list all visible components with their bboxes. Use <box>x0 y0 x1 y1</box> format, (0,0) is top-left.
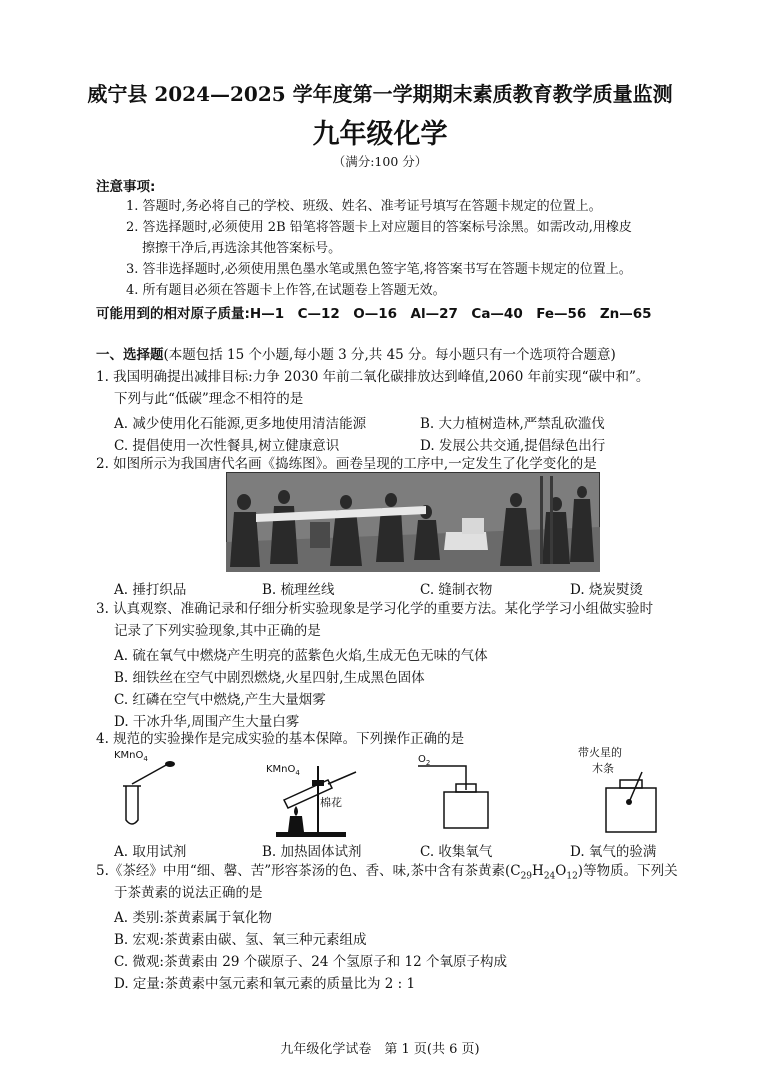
notice-item-2: 2. 答选择题时,必须使用 2B 铅笔将答题卡上对应题目的答案标号涂黑。如需改动,用橡皮 <box>126 220 632 235</box>
fig-b-kmno4: KMnO <box>266 764 296 775</box>
notice-item-2-cont: 擦擦干净后,再选涂其他答案标号。 <box>142 241 342 256</box>
q2-stem: 2. 如图所示为我国唐代名画《捣练图》。画卷呈现的工序中,一定发生了化学变化的是 <box>96 456 597 472</box>
page-footer: 九年级化学试卷 第 1 页(共 6 页) <box>280 1042 480 1057</box>
notice-heading: 注意事项: <box>96 179 156 195</box>
fig-a-kmno4: KMnO <box>114 750 144 761</box>
q4-option-c: C. 收集氧气 <box>420 844 493 860</box>
q5-stem <box>96 862 678 886</box>
notice-item-1: 1. 答题时,务必将自己的学校、班级、姓名、准考证号填写在答题卡规定的位置上。 <box>126 199 602 214</box>
fig-b-cotton-label: 棉花 <box>320 796 342 809</box>
full-score: （满分:100 分） <box>332 154 428 169</box>
formula-o: O <box>555 863 567 879</box>
q5-option-c: C. 微观:茶黄素由 29 个碳原子、24 个氢原子和 12 个氧原子构成 <box>114 954 507 970</box>
q1-option-b: B. 大力植树造林,严禁乱砍滥伐 <box>420 416 605 432</box>
formula-h: H <box>532 863 544 879</box>
fig-a-label: KMnO$_4$ <box>114 750 148 763</box>
atomic-masses: 可能用到的相对原子质量:H—1 C—12 O—16 Al—27 Ca—40 Fe—56 Zn—65 <box>96 306 652 322</box>
heating-apparatus-figure <box>266 760 376 838</box>
formula-h-count: 24 <box>543 871 556 882</box>
section-heading <box>96 346 616 364</box>
q5-option-a: A. 类别:茶黄素属于氧化物 <box>114 910 272 926</box>
q3-stem: 3. 认真观察、准确记录和仔细分析实验现象是学习化学的重要方法。某化学学习小组做实验时 <box>96 601 654 617</box>
notice-item-4: 4. 所有题目必须在答题卡上作答,在试题卷上答题无效。 <box>126 283 446 298</box>
fig-d-label-2: 木条 <box>592 762 614 775</box>
gas-collection-figure <box>416 762 516 832</box>
exam-title: 威宁县 2024—2025 学年度第一学期期末素质教育教学质量监测 <box>87 82 673 106</box>
q1-stem: 1. 我国明确提出减排目标:力争 2030 年前二氧化碳排放达到峰值,2060 年前实现“碳中和”。 <box>96 369 650 385</box>
q2-option-c: C. 缝制衣物 <box>420 582 493 598</box>
q4-option-b: B. 加热固体试剂 <box>262 844 362 860</box>
fig-d-label-1: 带火星的 <box>578 746 622 759</box>
q5-stem-text: 5.《茶经》中用“细、馨、苦”形容茶汤的色、香、味,茶中含有茶黄素(C <box>96 863 521 879</box>
notice-item-3: 3. 答非选择题时,必须使用黑色墨水笔或黑色签字笔,将答案书写在答题卡规定的位置上。 <box>126 262 632 277</box>
section-desc: (本题包括 15 个小题,每小题 3 分,共 45 分。每小题只有一个选项符合题意) <box>163 347 616 363</box>
fig-c-o2: O <box>418 754 426 765</box>
q3-option-d: D. 干冰升华,周围产生大量白雾 <box>114 714 300 730</box>
daolian-painting-image <box>226 472 600 572</box>
q5-stem-end: )等物质。下列关 <box>577 863 678 879</box>
q5-option-d: D. 定量:茶黄素中氢元素和氧元素的质量比为 2 : 1 <box>114 976 416 992</box>
q5-stem-cont: 于茶黄素的说法正确的是 <box>114 885 263 901</box>
q4-option-a: A. 取用试剂 <box>114 844 187 860</box>
q1-option-d: D. 发展公共交通,提倡绿色出行 <box>420 438 606 454</box>
q1-stem-cont: 下列与此“低碳”理念不相符的是 <box>114 391 304 407</box>
section-title: 一、选择题 <box>96 347 164 363</box>
q4-stem: 4. 规范的实验操作是完成实验的基本保障。下列操作正确的是 <box>96 731 465 747</box>
fig-c-label: $O_2$ <box>418 754 431 767</box>
q3-option-b: B. 细铁丝在空气中剧烈燃烧,火星四射,生成黑色固体 <box>114 670 425 686</box>
q3-option-a: A. 硫在氧气中燃烧产生明亮的蓝紫色火焰,生成无色无味的气体 <box>114 648 488 664</box>
q5-option-b: B. 宏观:茶黄素由碳、氢、氧三种元素组成 <box>114 932 367 948</box>
formula-o-count: 12 <box>566 871 578 882</box>
formula-c-count: 29 <box>520 871 533 882</box>
oxygen-check-figure <box>596 770 666 836</box>
fig-b-label: KMnO$_4$ <box>266 764 300 777</box>
q2-option-d: D. 烧炭熨烫 <box>570 582 643 598</box>
q2-option-a: A. 捶打织品 <box>114 582 187 598</box>
q4-option-d: D. 氧气的验满 <box>570 844 657 860</box>
q3-stem-cont: 记录了下列实验现象,其中正确的是 <box>114 623 321 639</box>
q1-option-c: C. 提倡使用一次性餐具,树立健康意识 <box>114 438 340 454</box>
subject-title: 九年级化学 <box>312 119 448 150</box>
test-tube-spoon-figure <box>112 760 192 830</box>
q1-option-a: A. 减少使用化石能源,更多地使用清洁能源 <box>114 416 367 432</box>
q2-option-b: B. 梳理丝线 <box>262 582 335 598</box>
q3-option-c: C. 红磷在空气中燃烧,产生大量烟雾 <box>114 692 326 708</box>
